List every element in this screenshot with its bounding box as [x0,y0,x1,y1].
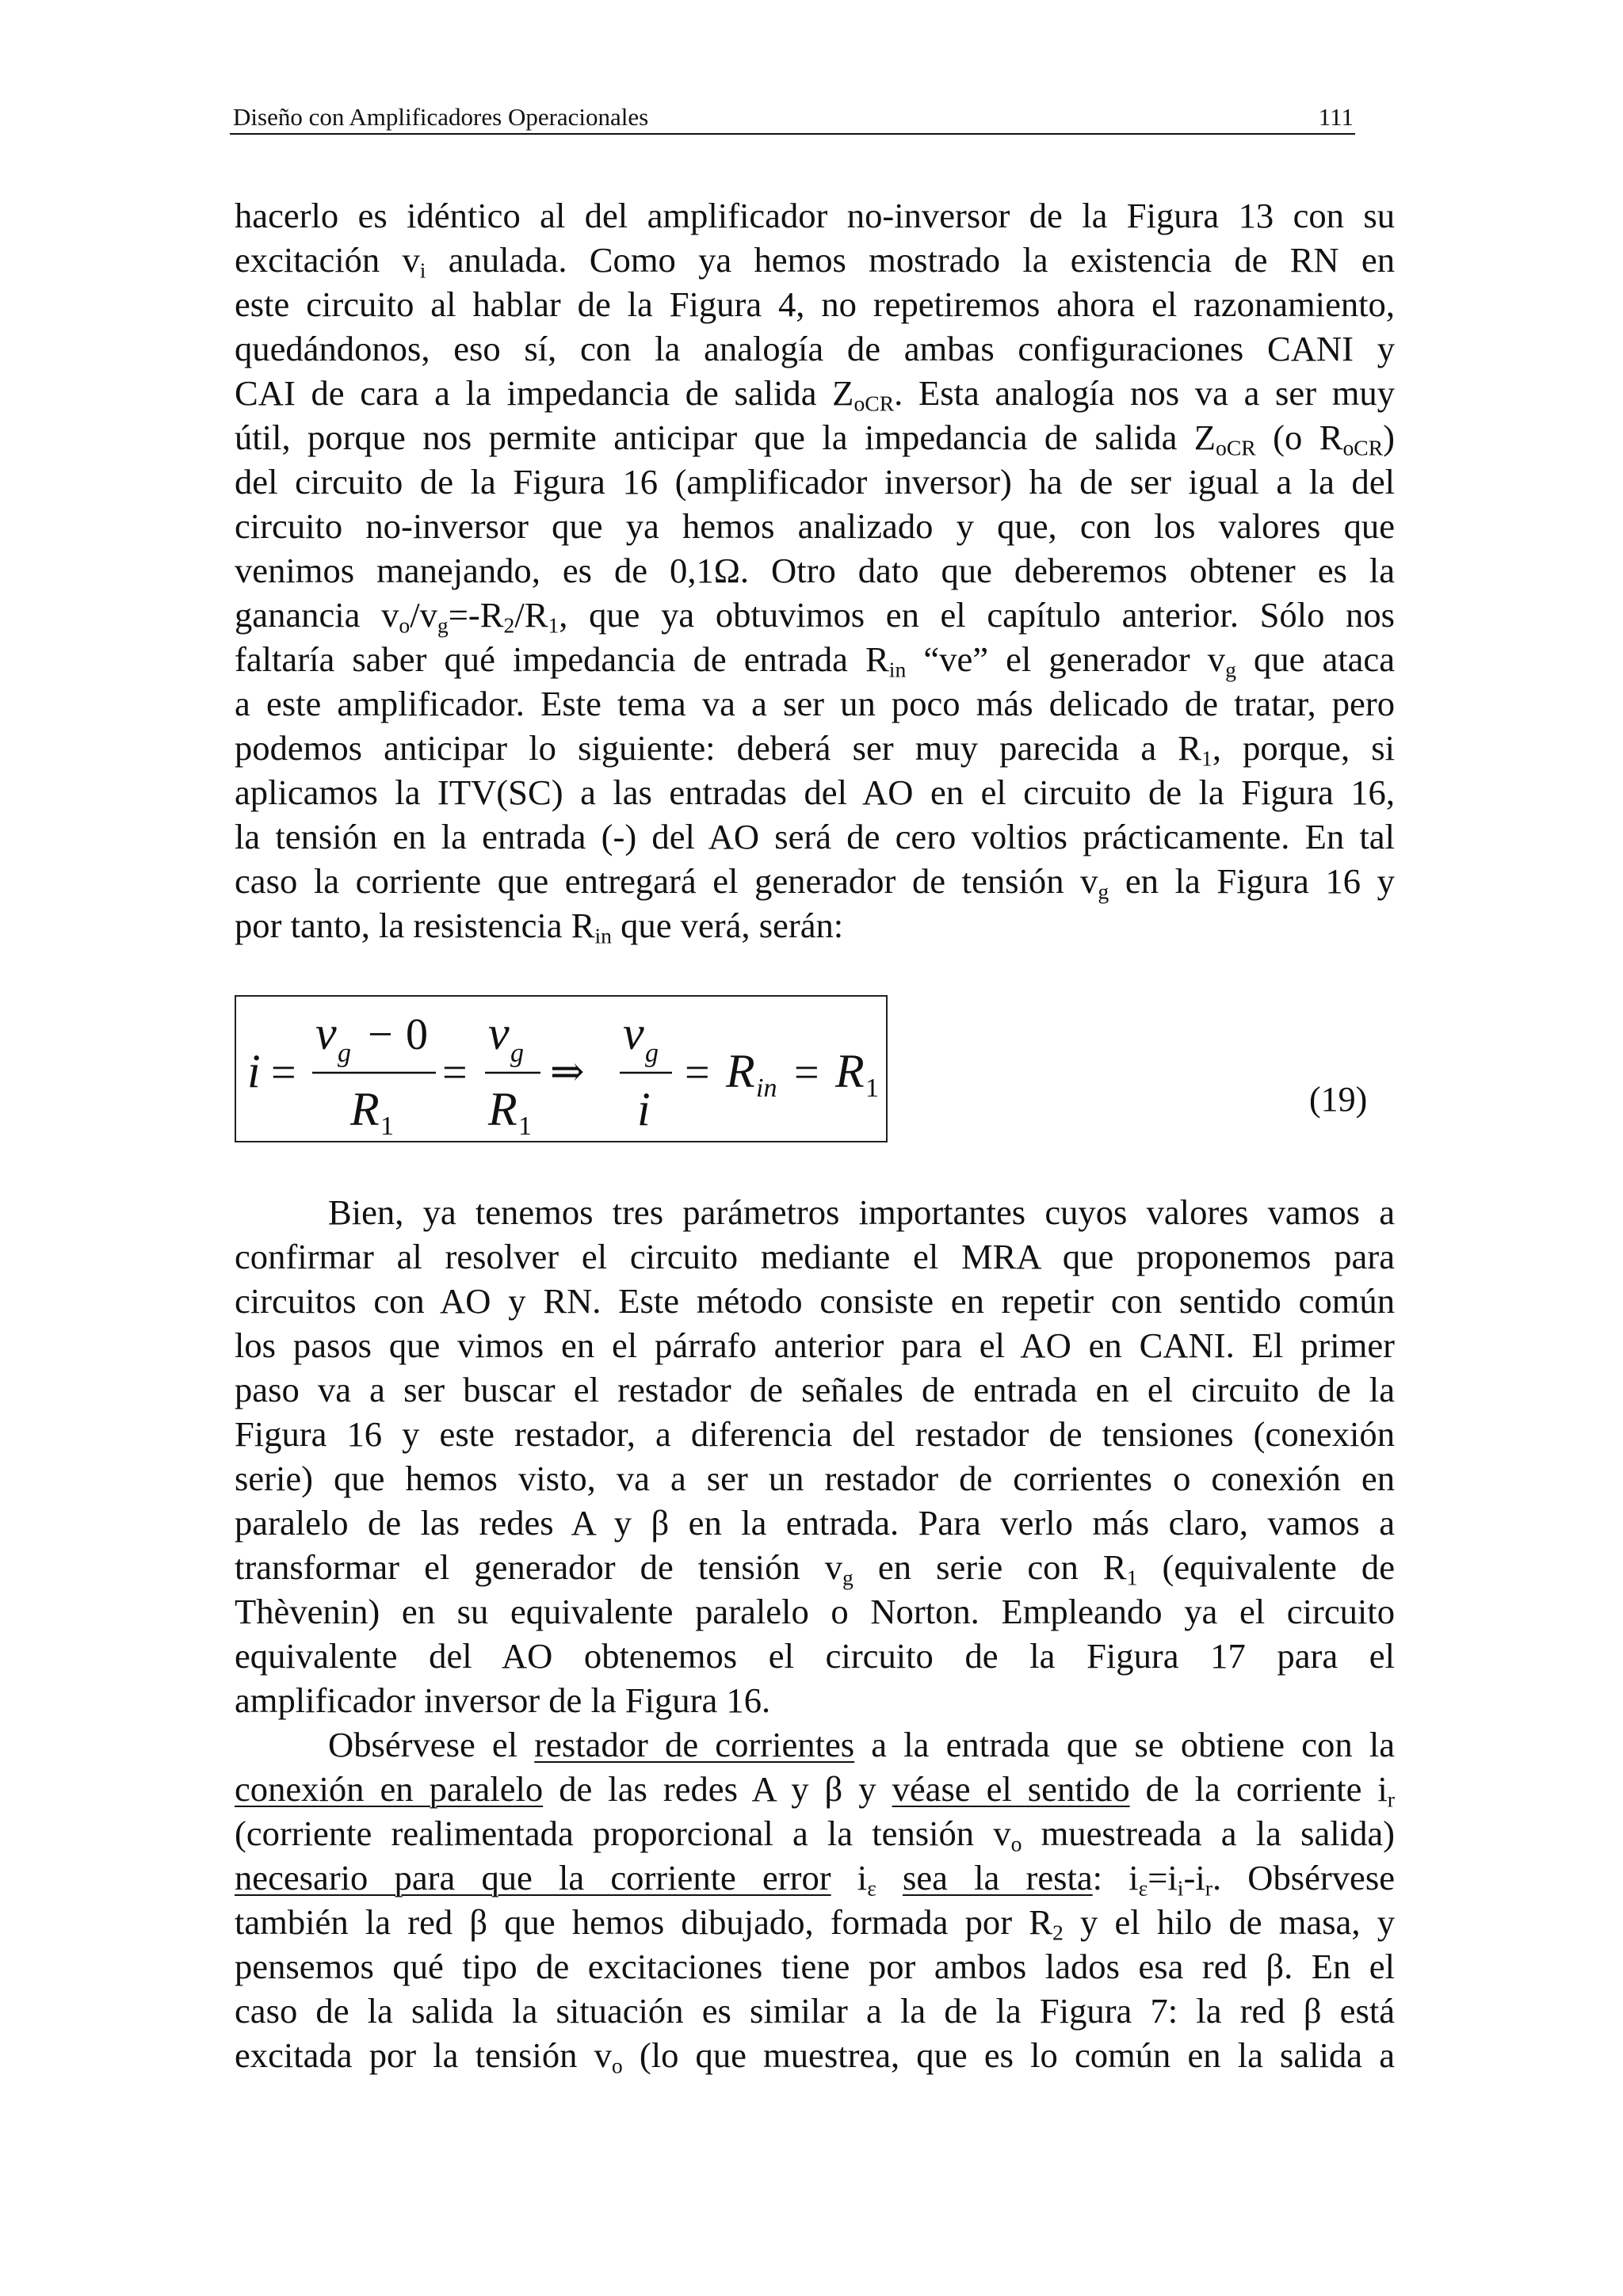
eq-i: i [637,1083,651,1135]
text-line: pensemos qué tipo de excitaciones tiene por ambos lados esa red β. En el [235,1947,1395,1986]
eq-equals: = [442,1048,468,1097]
eq-v: v [488,1007,510,1059]
equation-number: (19) [1309,1080,1368,1119]
text-line: la tensión en la entrada (-) del AO será de cero voltios prácticamente. En tal [235,817,1395,856]
text-line: equivalente del AO obtenemos el circuito de la Figura 17 para el [235,1636,1395,1676]
eq-equals: = [794,1048,819,1097]
text-line: circuito no-inversor que ya hemos analizado y que, con los valores que [235,506,1395,546]
eq-v: v [315,1007,337,1059]
running-header [230,92,1354,133]
text-line: Bien, ya tenemos tres parámetros importantes cuyos valores vamos a [328,1192,1395,1232]
eq-minus: − [368,1010,393,1059]
equation-box [235,995,888,1142]
header-rule [230,133,1355,135]
eq-i: i [247,1045,261,1097]
text-line: Figura 16 y este restador, a diferencia del restador de tensiones (conexión [235,1414,1395,1454]
text-line: caso de la salida la situación es similar a la de la Figura 7: la red β está [235,1991,1395,2031]
eq-v: v [623,1007,644,1059]
text-line: confirmar al resolver el circuito mediante el MRA que proponemos para [235,1237,1395,1276]
eq-sub-1: 1 [380,1112,394,1141]
text-line: CAI de cara a la impedancia de salida $Z_{oCR}$. Esta analogía nos va a ser muy [235,373,1396,416]
text-line: del circuito de la Figura 16 (amplificador inversor) ha de ser igual a la del [235,462,1395,502]
paragraph-3 [235,1722,1395,2077]
text-line: a este amplificador. Este tema va a ser un poco más delicado de tratar, pero [235,684,1395,723]
eq-zero: 0 [406,1010,428,1059]
text-line: paso va a ser buscar el restador de señales de entrada en el circuito de la [235,1370,1395,1409]
eq-sub-g: g [338,1039,351,1068]
text-line: Obsérvese el restador de corrientes a la entrada que se obtiene con la [328,1725,1396,1764]
header-title: Diseño con Amplificadores Operacionales [233,103,649,131]
eq-R: R [488,1083,517,1135]
text-line: ganancia $v_o/v_g=-R_2/R_1$, que ya obtuvimos en el capítulo anterior. Sólo nos [235,595,1395,638]
text-line: los pasos que vimos en el párrafo anterior para el AO en CANI. El primer [235,1325,1395,1365]
eq-R: R [835,1045,865,1097]
text-line: venimos manejando, es de 0,1Ω. Otro dato que deberemos obtener es la [235,551,1395,590]
eq-equals: = [685,1048,710,1097]
eq-R: R [726,1045,755,1097]
text-line: excitada por la tensión $v_o$ (lo que muestrea, que es lo común en la salida a [235,2035,1395,2078]
eq-sub-in: in [756,1074,777,1103]
text-line: paralelo de las redes A y β en la entrada. Para verlo más claro, vamos a [235,1503,1395,1543]
text-line: aplicamos la ITV(SC) a las entradas del AO en el circuito de la Figura 16, [235,772,1395,812]
underlined-text: véase el sentido [892,1769,1130,1809]
equation-19 [236,997,886,1141]
text-line: faltaría saber qué impedancia de entrada $R_{in}$ “ve” el generador $v_g$ que ataca [235,639,1396,682]
eq-sub-g: g [645,1039,659,1068]
text-line: conexión en paralelo de las redes A y β y véase el sentido de la corriente $i_r$ [235,1769,1396,1812]
eq-sub-g: g [510,1039,524,1068]
paragraph-2 [235,1190,1395,1722]
eq-sub-1: 1 [865,1074,879,1103]
eq-implies: ⇒ [550,1050,585,1095]
text-line: serie) que hemos visto, va a ser un restador de corrientes o conexión en [235,1459,1395,1498]
text-line: podemos anticipar lo siguiente: deberá ser muy parecida a $R_1$, porque, si [235,728,1395,771]
text-line: por tanto, la resistencia $R_{in}$ que verá, serán: [235,906,844,948]
text-line: transformar el generador de tensión $v_g$ en serie con $R_1$ (equivalente de [235,1547,1396,1590]
text-line: excitación $v_i$ anulada. Como ya hemos mostrado la existencia de RN en [235,240,1395,283]
text-line: necesario para que la corriente error $i_\varepsilon$ sea la resta: $i_\varepsilon=i_i-i_r$. Obsérvese [235,1858,1395,1901]
text-line: Thèvenin) en su equivalente paralelo o Norton. Empleando ya el circuito [235,1592,1395,1631]
text-line: este circuito al hablar de la Figura 4, no repetiremos ahora el razonamiento, [235,284,1395,324]
paragraph-1 [235,193,1395,948]
underlined-text: necesario para que la corriente error [235,1858,831,1897]
text-line: circuitos con AO y RN. Este método consiste en repetir con sentido común [235,1281,1395,1321]
equation-graphic [236,997,886,1141]
text-line: (corriente realimentada proporcional a la tensión $v_o$ muestreada a la salida) [235,1814,1396,1856]
eq-sub-1: 1 [518,1112,532,1141]
text-line: caso la corriente que entregará el generador de tensión $v_g$ en la Figura 16 y [235,861,1395,904]
text-line: quedándonos, eso sí, con la analogía de ambas configuraciones CANI y [235,329,1395,368]
underlined-text: conexión en paralelo [235,1769,544,1809]
underlined-text: sea la resta [903,1858,1093,1897]
text-line: también la red β que hemos dibujado, formada por $R_2$ y el hilo de masa, y [235,1902,1395,1945]
page-number: 111 [1318,103,1354,131]
eq-R: R [350,1083,380,1135]
underlined-text: restador de corrientes [534,1725,855,1764]
text-line: útil, porque nos permite anticipar que la impedancia de salida $Z_{oCR}$ (o $R_{oCR}$) [235,418,1396,460]
eq-equals: = [271,1048,296,1097]
text-line: amplificador inversor de la Figura 16. [235,1680,771,1720]
text-line: hacerlo es idéntico al del amplificador no-inversor de la Figura 13 con su [235,196,1395,235]
